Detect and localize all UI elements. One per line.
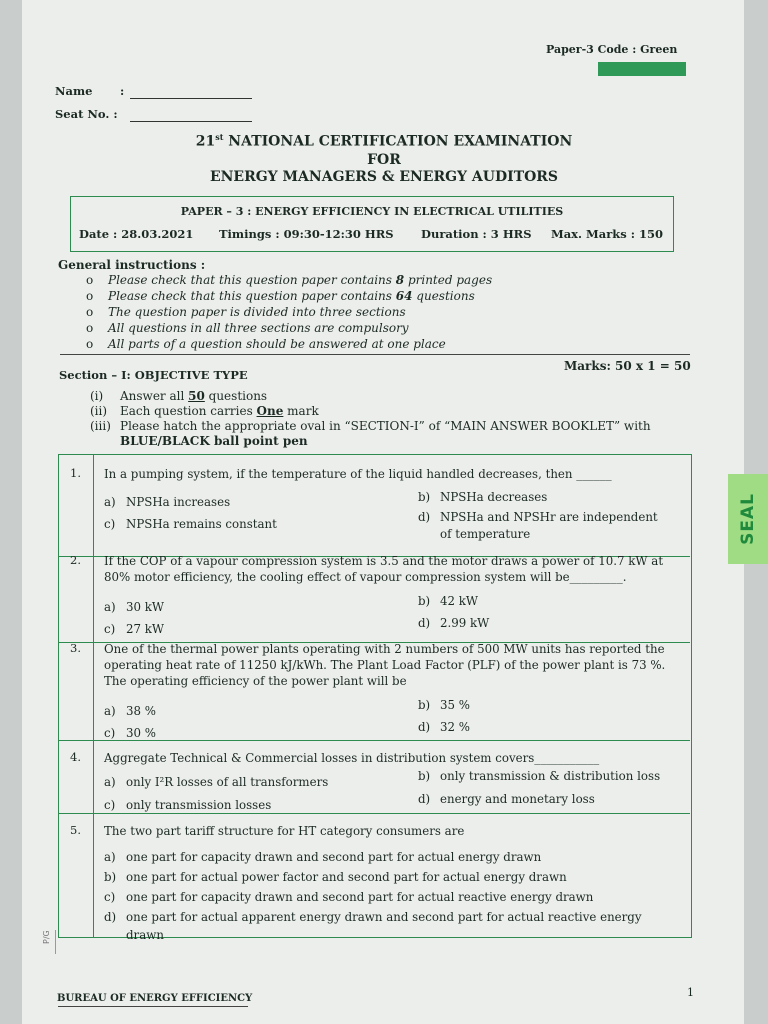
instruction-item: o All questions in all three sections are compulsory (86, 321, 409, 335)
option-text: energy and monetary loss (440, 792, 595, 806)
option-text: 32 % (440, 720, 470, 734)
option-text: one part for actual power factor and second part for actual energy drawn (126, 870, 567, 884)
sub-instruction-number: (iii) (90, 419, 111, 433)
bullet-marker: o (86, 337, 94, 351)
option-b (418, 490, 547, 504)
exam-title-line1: 21st NATIONAL CERTIFICATION EXAMINATION (195, 132, 573, 150)
option-text: 30 % (126, 726, 156, 740)
option-b (418, 769, 660, 783)
option-label: b) (418, 594, 431, 608)
option-d (418, 792, 595, 806)
option-text: NPSHa decreases (440, 490, 548, 504)
option-label: d) (418, 792, 431, 806)
question-text: In a pumping system, if the temperature of the liquid handled decreases, then ______ (104, 467, 612, 481)
option-label: d) (418, 616, 431, 630)
option-text: 42 kW (440, 594, 479, 608)
footer-publisher: BUREAU OF ENERGY EFFICIENCY (57, 993, 253, 1004)
option-c (104, 517, 277, 531)
exam-title-line3: ENERGY MANAGERS & ENERGY AUDITORS (209, 169, 559, 185)
divider (60, 354, 690, 355)
bullet-marker: o (86, 273, 94, 287)
option-text: 30 kW (126, 600, 165, 614)
option-label: d) (104, 910, 117, 924)
option-a (104, 850, 541, 864)
option-d-continuation: of temperature (440, 527, 531, 541)
seal-tab: SEAL (728, 474, 768, 564)
option-text: only transmission & distribution loss (440, 769, 661, 783)
green-code-bar (598, 62, 686, 76)
paper-code: Paper-3 Code : Green (546, 43, 678, 56)
option-label: c) (104, 622, 116, 636)
option-c (104, 890, 593, 904)
option-c (104, 798, 271, 812)
footer-rule (58, 1006, 248, 1007)
exam-timings: Timings : 09:30-12:30 HRS (219, 227, 394, 241)
option-c (104, 726, 156, 740)
section-title: Section – I: OBJECTIVE TYPE (59, 368, 248, 382)
option-label: c) (104, 726, 116, 740)
seat-label: Seat No. : (55, 107, 118, 121)
option-d-continuation: drawn (126, 928, 164, 942)
question-number: 5. (70, 823, 81, 837)
table-row-divider (58, 813, 690, 814)
option-label: b) (418, 769, 431, 783)
sub-instruction-number: (i) (90, 389, 104, 403)
question-number: 3. (70, 641, 81, 655)
option-d (418, 616, 489, 630)
sub-instruction-number: (ii) (90, 404, 108, 418)
option-text: only transmission losses (126, 798, 272, 812)
option-label: a) (104, 704, 116, 718)
exam-date: Date : 28.03.2021 (79, 227, 194, 241)
option-text: only I²R losses of all transformers (126, 775, 329, 789)
instruction-item: o Please check that this question paper contains 64 questions (86, 289, 475, 303)
max-marks: Max. Marks : 150 (551, 227, 663, 241)
option-label: a) (104, 495, 116, 509)
option-label: c) (104, 798, 116, 812)
option-b (418, 698, 470, 712)
question-text: One of the thermal power plants operating with 2 numbers of 500 MW units has reported the operating heat rate of 11250 kJ/kWh. The Plant Load Factor (PLF) of the power plant is 73 %. The operating efficiency of the power plant will be (104, 642, 666, 688)
instruction-item: o All parts of a question should be answered at one place (86, 337, 446, 351)
option-d (418, 510, 658, 524)
option-label: c) (104, 890, 116, 904)
question-text: The two part tariff structure for HT category consumers are (104, 824, 465, 838)
paper-title: PAPER – 3 : ENERGY EFFICIENCY IN ELECTRICAL UTILITIES (180, 205, 564, 218)
option-b (418, 594, 478, 608)
option-label: c) (104, 517, 116, 531)
question-number: 2. (70, 553, 81, 567)
option-label: b) (418, 698, 431, 712)
option-text: NPSHa increases (126, 495, 231, 509)
option-label: d) (418, 510, 431, 524)
option-d (104, 910, 642, 924)
section-marks: Marks: 50 x 1 = 50 (564, 359, 691, 373)
bullet-marker: o (86, 289, 94, 303)
option-text: one part for capacity drawn and second part for actual energy drawn (126, 850, 542, 864)
option-a (104, 704, 156, 718)
option-a (104, 775, 328, 789)
question-number: 4. (70, 750, 81, 764)
option-c (104, 622, 164, 636)
bullet-marker: o (86, 305, 94, 319)
bullet-marker: o (86, 321, 94, 335)
general-instructions-heading: General instructions : (58, 258, 206, 272)
instruction-item: o The question paper is divided into three sections (86, 305, 406, 319)
option-text: one part for capacity drawn and second part for actual reactive energy drawn (126, 890, 594, 904)
option-label: b) (104, 870, 117, 884)
seat-field[interactable] (130, 121, 252, 122)
option-text: NPSHa and NPSHr are independent (440, 510, 658, 524)
question-text: If the COP of a vapour compression system is 3.5 and the motor draws a power of 10.7 kW at 80% motor efficiency, the cooling effect of vapour compression system will be_________. (104, 554, 664, 584)
option-text: 2.99 kW (440, 616, 490, 630)
paper-header-box (70, 196, 674, 252)
question-number: 1. (70, 466, 81, 480)
side-code: P/G (42, 930, 51, 944)
option-text: 35 % (440, 698, 470, 712)
option-d (418, 720, 470, 734)
option-a (104, 495, 230, 509)
option-text: one part for actual apparent energy drawn and second part for actual reactive energy (126, 910, 642, 924)
option-text: NPSHa remains constant (126, 517, 277, 531)
option-text: 27 kW (126, 622, 165, 636)
option-label: a) (104, 775, 116, 789)
option-label: b) (418, 490, 431, 504)
option-a (104, 600, 164, 614)
name-field[interactable] (130, 98, 252, 99)
page-number: 1 (687, 986, 694, 999)
table-divider-vertical (93, 454, 94, 938)
table-row-divider (58, 740, 690, 741)
name-colon: : (120, 84, 125, 98)
option-label: d) (418, 720, 431, 734)
question-text: Aggregate Technical & Commercial losses in distribution system covers___________ (104, 751, 600, 765)
side-mark (55, 930, 56, 954)
option-label: a) (104, 600, 116, 614)
name-label: Name (55, 84, 93, 98)
sub-instruction-pen: BLUE/BLACK ball point pen (120, 434, 308, 448)
option-label: a) (104, 850, 116, 864)
exam-duration: Duration : 3 HRS (421, 227, 532, 241)
option-b (104, 870, 567, 884)
exam-title-line2: FOR (367, 152, 401, 168)
option-text: 38 % (126, 704, 156, 718)
instruction-item: o Please check that this question paper contains 8 printed pages (86, 273, 493, 287)
